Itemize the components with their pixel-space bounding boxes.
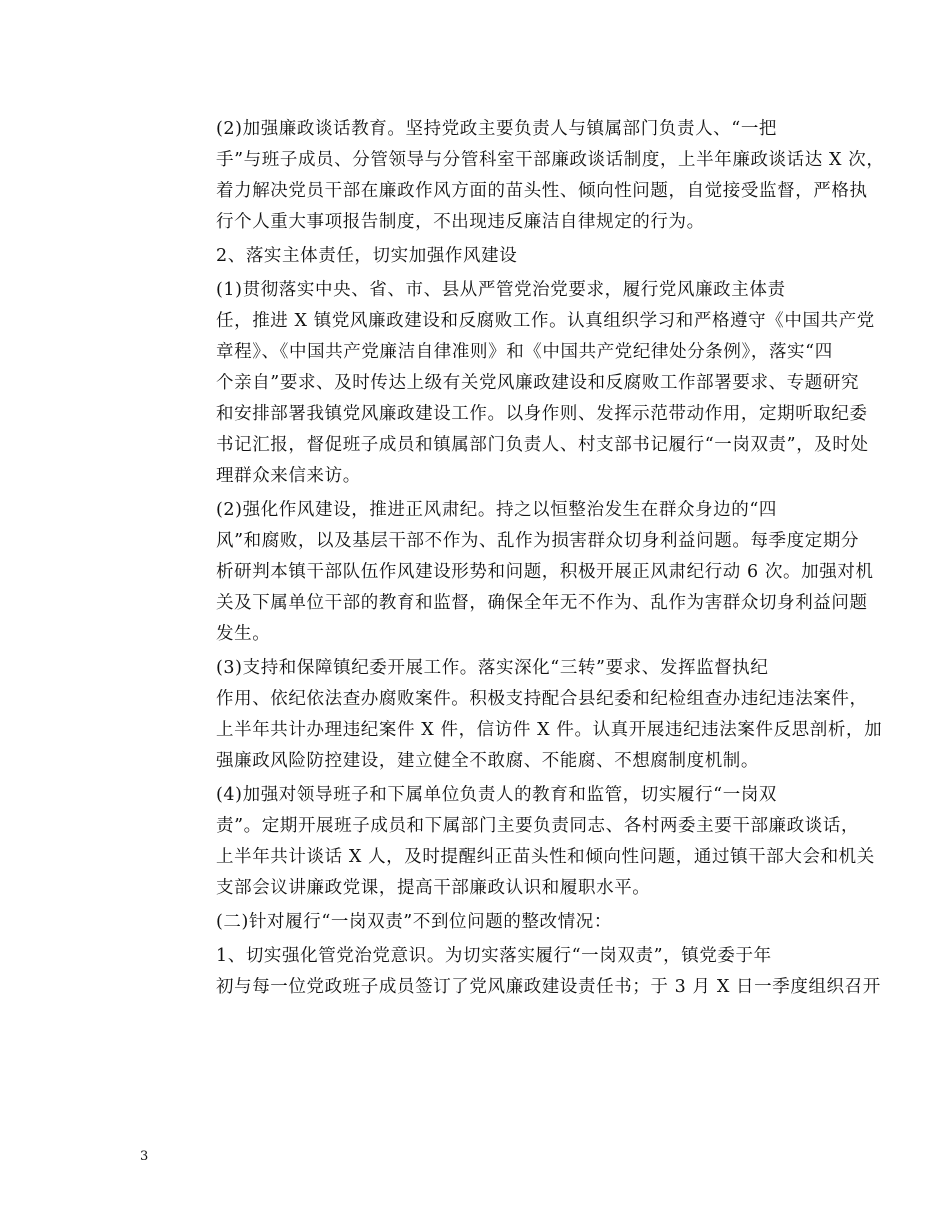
paragraph-party-awareness xyxy=(140,941,881,1003)
text-line: (2)强化作风建设，推进正风肃纪。持之以恒整治发生在群众身边的“四 xyxy=(216,500,778,520)
heading-text: 2、落实主体责任，切实加强作风建设 xyxy=(216,246,518,266)
text-line: 书记汇报，督促班子成员和镇属部门负责人、村支部书记履行“一岗双责”，及时处 xyxy=(216,435,869,455)
paragraph-implement-requirements xyxy=(140,275,875,492)
text-line: 上半年共计谈话 X 人，及时提醒纠正苗头性和倾向性问题，通过镇干部大会和机关 xyxy=(216,847,875,867)
text-line: 关及下属单位干部的教育和监督，确保全年无不作为、乱作为害群众切身利益问题 xyxy=(216,593,868,613)
text-line: 支部会议讲廉政党课，提高干部廉政认识和履职水平。 xyxy=(216,878,651,898)
paragraph-leadership-supervision xyxy=(140,780,875,904)
text-line: 理群众来信来访。 xyxy=(216,466,361,486)
text-line: 析研判本镇干部队伍作风建设形势和问题，积极开展正风肃纪行动 6 次。加强对机 xyxy=(216,562,874,582)
text-line: 作用、依纪依法查办腐败案件。积极支持配合县纪委和纪检组查办违纪违法案件， xyxy=(216,689,868,709)
paragraph-discipline-committee xyxy=(140,653,883,777)
text-line: 任，推进 X 镇党风廉政建设和反腐败工作。认真组织学习和严格遵守《中国共产党 xyxy=(216,311,875,331)
text-line: 个亲自”要求、及时传达上级有关党风廉政建设和反腐败工作部署要求、专题研究 xyxy=(216,373,860,393)
text-line: 上半年共计办理违纪案件 X 件，信访件 X 件。认真开展违纪违法案件反思剖析，加 xyxy=(216,720,883,740)
page-number: 3 xyxy=(140,1149,149,1164)
heading-text: (二)针对履行“一岗双责”不到位问题的整改情况： xyxy=(216,912,612,932)
text-line: 初与每一位党政班子成员签订了党风廉政建设责任书；于 3 月 X 日一季度组织召开 xyxy=(216,977,881,997)
paragraph-work-style xyxy=(140,495,874,650)
text-line: 和安排部署我镇党风廉政建设工作。以身作则、发挥示范带动作用，定期听取纪委 xyxy=(216,404,868,424)
section-heading-rectification xyxy=(140,907,812,938)
text-line: 强廉政风险防控建设，建立健全不敢腐、不能腐、不想腐制度机制。 xyxy=(216,751,759,771)
paragraph-talk-education xyxy=(140,114,885,238)
text-line: 手”与班子成员、分管领导与分管科室干部廉政谈话制度，上半年廉政谈话达 X 次， xyxy=(216,150,885,170)
text-line: (4)加强对领导班子和下属单位负责人的教育和监管，切实履行“一岗双 xyxy=(216,785,778,805)
text-line: (3)支持和保障镇纪委开展工作。落实深化“三转”要求、发挥监督执纪 xyxy=(216,658,769,678)
section-heading xyxy=(140,241,812,272)
text-line: (1)贯彻落实中央、省、市、县从严管党治党要求，履行党风廉政主体责 xyxy=(216,280,786,300)
text-line: 1、切实强化管党治党意识。为切实落实履行“一岗双责”，镇党委于年 xyxy=(216,946,772,966)
text-line: 发生。 xyxy=(216,624,271,644)
text-line: 责”。定期开展班子成员和下属部门主要负责同志、各村两委主要干部廉政谈话， xyxy=(216,816,860,836)
text-line: 章程》、《中国共产党廉洁自律准则》和《中国共产党纪律处分条例》，落实“四 xyxy=(216,342,833,362)
text-line: 行个人重大事项报告制度，不出现违反廉洁自律规定的行为。 xyxy=(216,212,705,232)
text-line: (2)加强廉政谈话教育。坚持党政主要负责人与镇属部门负责人、“一把 xyxy=(216,119,778,139)
text-line: 着力解决党员干部在廉政作风方面的苗头性、倾向性问题，自觉接受监督，严格执 xyxy=(216,181,868,201)
document-body xyxy=(140,114,885,1006)
text-line: 风”和腐败，以及基层干部不作为、乱作为损害群众切身利益问题。每季度定期分 xyxy=(216,531,860,551)
